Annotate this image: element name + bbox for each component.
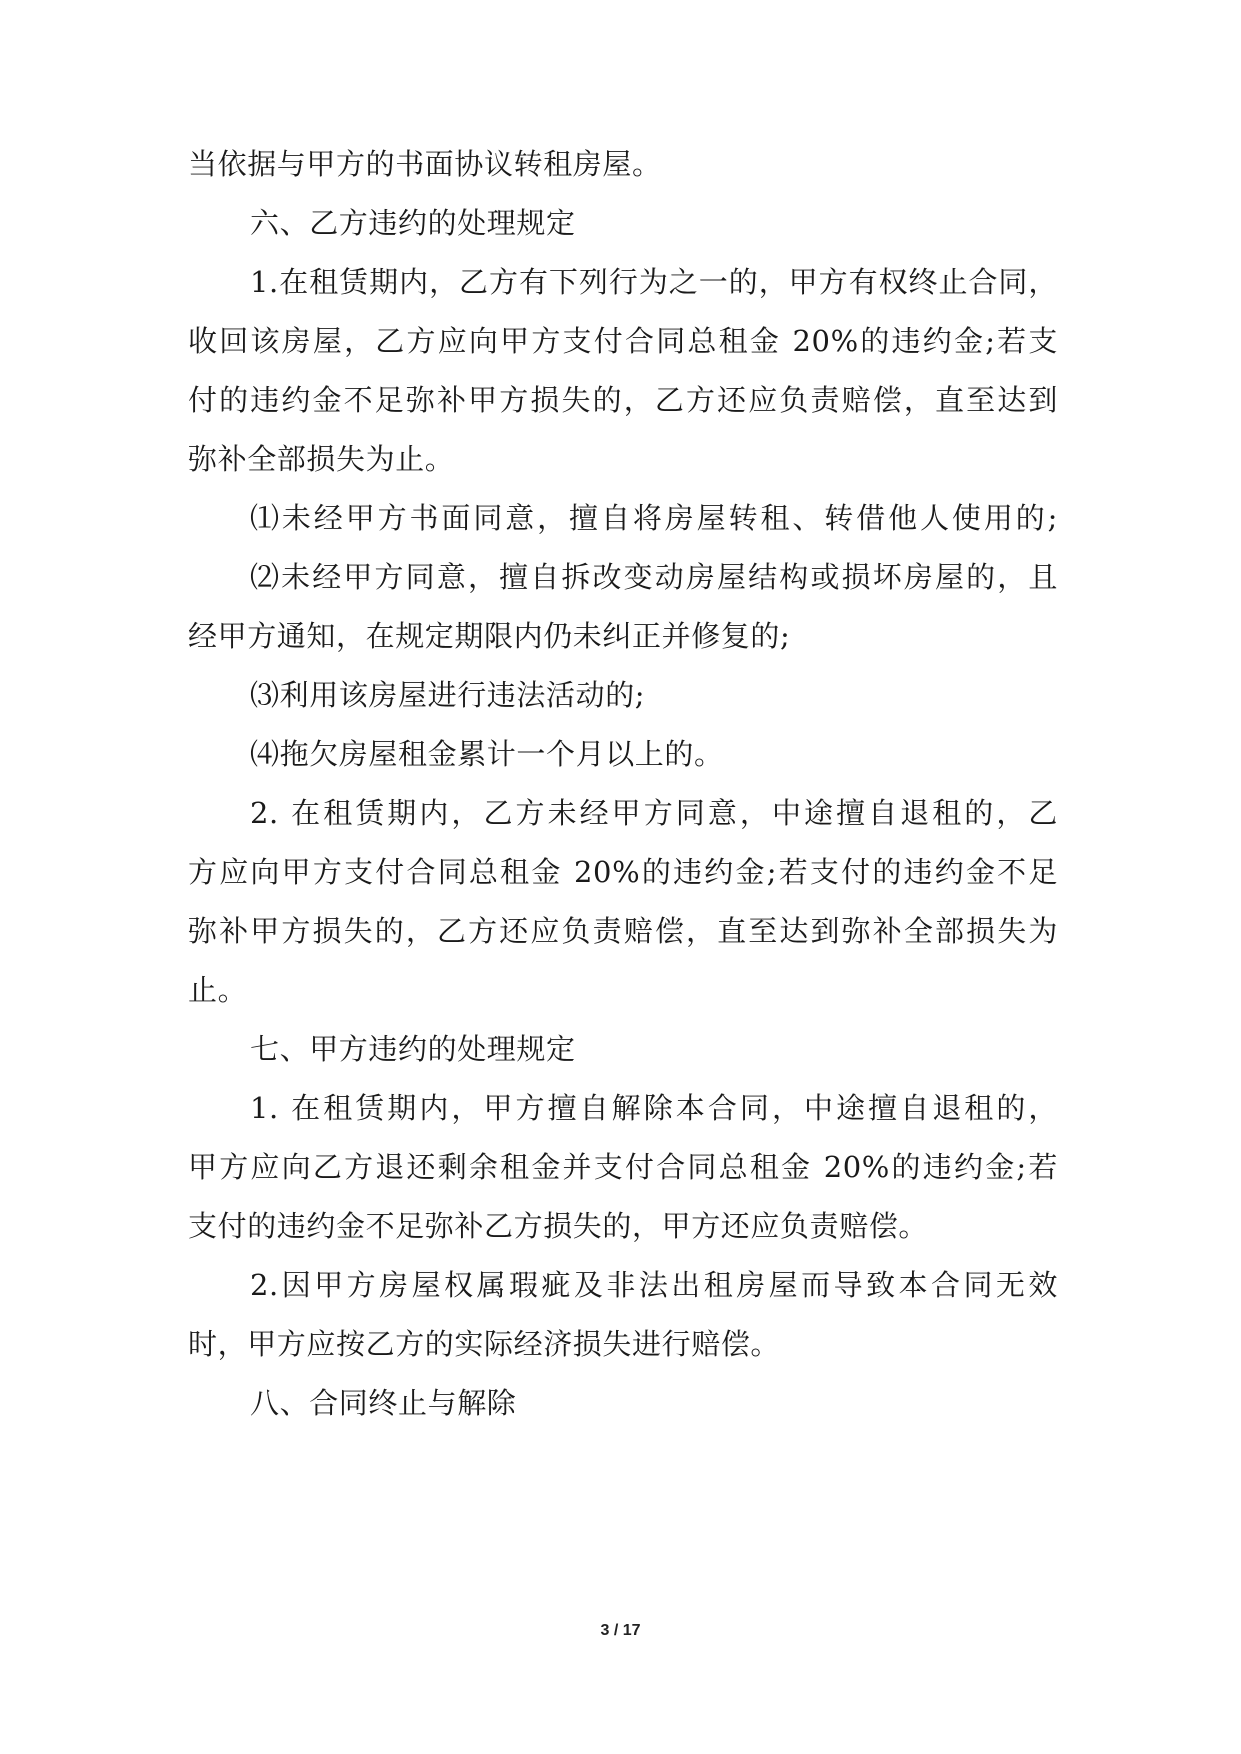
text-line: 2.因甲方房屋权属瑕疵及非法出租房屋而导致本合同无效 — [250, 1268, 1058, 1302]
text-line: 1.在租赁期内，乙方有下列行为之一的，甲方有权终止合同， — [250, 265, 1058, 299]
text-line: 1. 在租赁期内，甲方擅自解除本合同，中途擅自退租的， — [250, 1091, 1058, 1125]
text-line: 经甲方通知，在规定期限内仍未纠正并修复的; — [188, 619, 791, 653]
text-line: 弥补甲方损失的，乙方还应负责赔偿，直至达到弥补全部损失为 — [188, 914, 1058, 948]
text-line: 支付的违约金不足弥补乙方损失的，甲方还应负责赔偿。 — [188, 1209, 929, 1243]
section-heading-8: 八、合同终止与解除 — [250, 1386, 517, 1420]
list-item: ⑵未经甲方同意，擅自拆改变动房屋结构或损坏房屋的，且 — [250, 560, 1058, 594]
text-line: 付的违约金不足弥补甲方损失的，乙方还应负责赔偿，直至达到 — [188, 383, 1058, 417]
text-line: 方应向甲方支付合同总租金 20%的违约金;若支付的违约金不足 — [188, 855, 1058, 889]
text-line: 2. 在租赁期内，乙方未经甲方同意，中途擅自退租的，乙 — [250, 796, 1058, 830]
text-line: 时，甲方应按乙方的实际经济损失进行赔偿。 — [188, 1327, 781, 1361]
section-heading-7: 七、甲方违约的处理规定 — [250, 1032, 576, 1066]
list-item: ⑴未经甲方书面同意，擅自将房屋转租、转借他人使用的; — [250, 501, 1058, 535]
text-line: 弥补全部损失为止。 — [188, 442, 455, 476]
page-number: 3 / 17 — [600, 1622, 641, 1639]
text-line: 收回该房屋，乙方应向甲方支付合同总租金 20%的违约金;若支 — [188, 324, 1058, 358]
text-line: 当依据与甲方的书面协议转租房屋。 — [188, 147, 662, 181]
list-item: ⑶利用该房屋进行违法活动的; — [250, 678, 646, 712]
section-heading-6: 六、乙方违约的处理规定 — [250, 206, 576, 240]
text-line: 甲方应向乙方退还剩余租金并支付合同总租金 20%的违约金;若 — [188, 1150, 1058, 1184]
text-line: 止。 — [188, 973, 248, 1007]
list-item: ⑷拖欠房屋租金累计一个月以上的。 — [250, 737, 724, 771]
